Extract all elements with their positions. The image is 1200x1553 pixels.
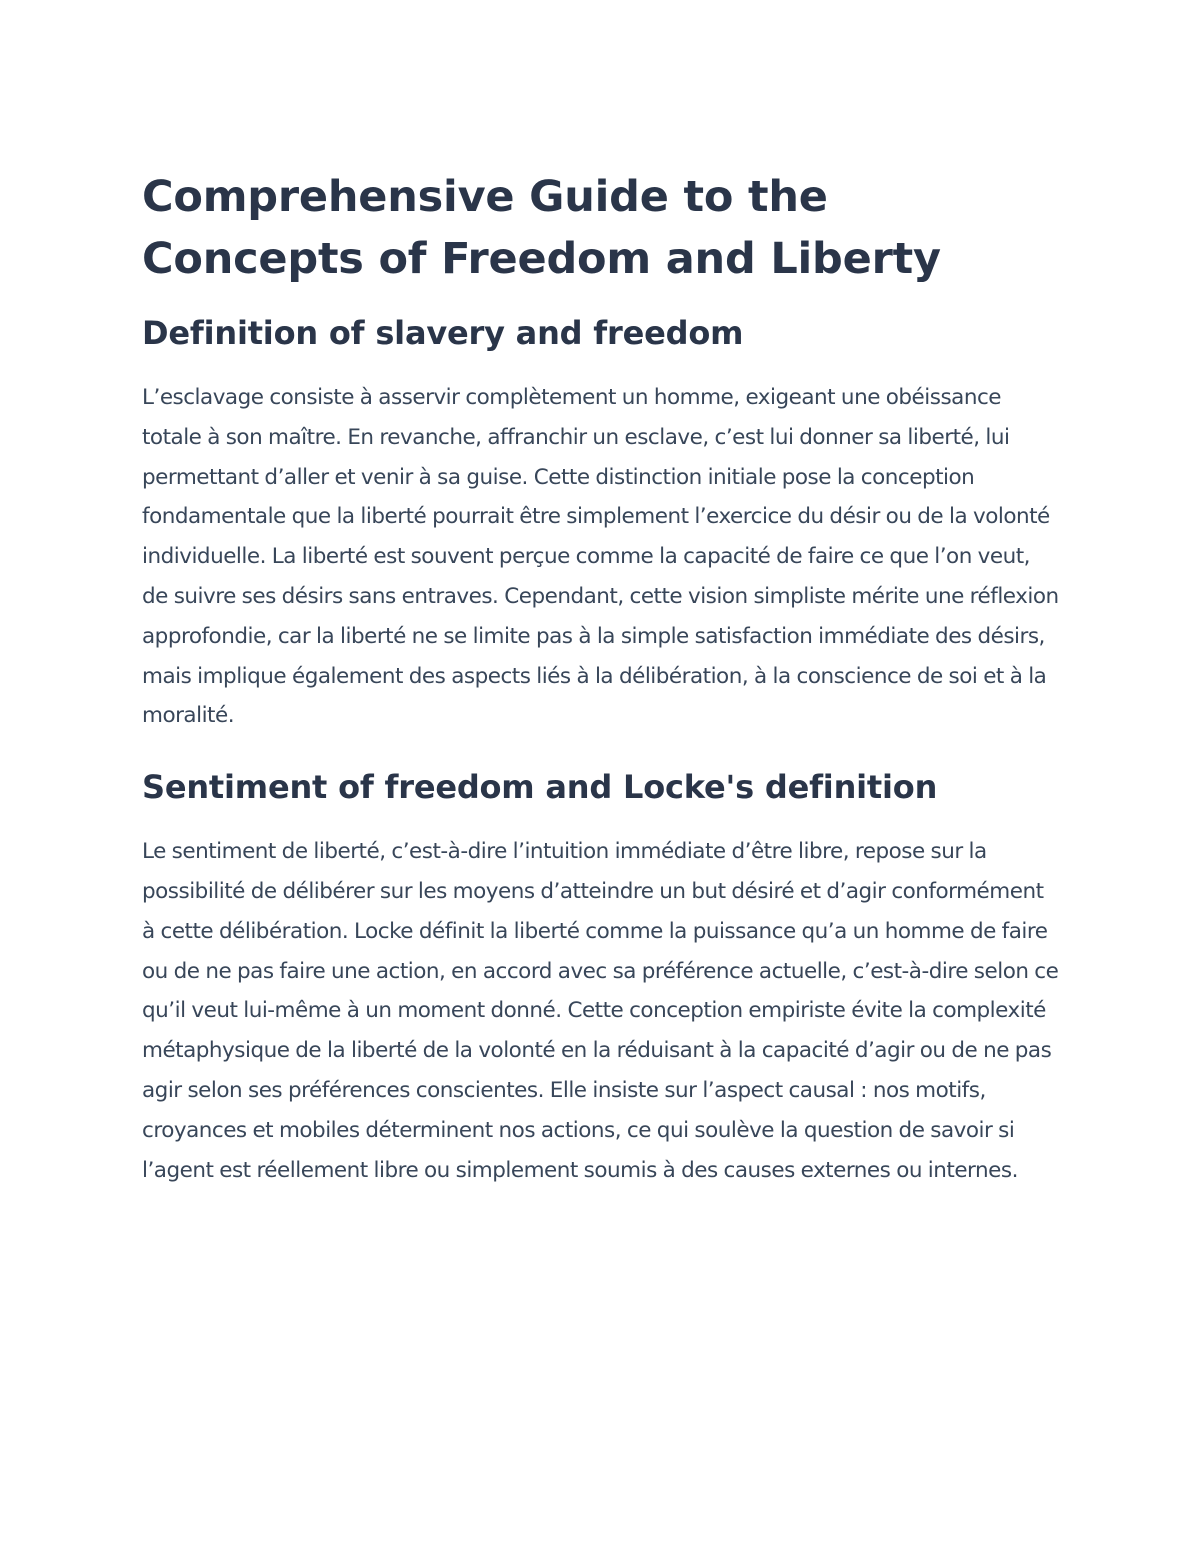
section-heading-locke-definition: Sentiment of freedom and Locke's definition bbox=[142, 768, 938, 807]
section-body-locke-definition: Le sentiment de liberté, c’est-à-dire l’intuition immédiate d’être libre, repose sur la possibilité de délibérer sur les moyens d’atteindre un but désiré et d’agir conformément à cette délibération. Locke définit la liberté comme la puissance qu’a un homme de faire ou de ne pas faire une action, en accord avec sa préférence actuelle, c’est-à-dire selon ce qu’il veut lui-même à un moment donné. Cette conception empiriste évite la complexité métaphysique de la liberté de la volonté en la réduisant à la capacité d’agir ou de ne pas agir selon ses préférences conscientes. Elle insiste sur l’aspect causal : nos motifs, croyances et mobiles déterminent nos actions, ce qui soulève la question de savoir si l’agent est réellement libre ou simplement soumis à des causes externes ou internes. bbox=[142, 839, 1059, 1183]
section-heading-slavery-freedom: Definition of slavery and freedom bbox=[142, 314, 744, 352]
document-title: Comprehensive Guide to the Concepts of Freedom and Liberty bbox=[142, 172, 941, 284]
document-page bbox=[142, 166, 1060, 1190]
section-body-slavery-freedom: L’esclavage consiste à asservir complètement un homme, exigeant une obéissance totale à son maître. En revanche, affranchir un esclave, c’est lui donner sa liberté, lui permettant d’aller et venir à sa guise. Cette distinction initiale pose la conception fondamentale que la liberté pourrait être simplement l’exercice du désir ou de la volonté individuelle. La liberté est souvent perçue comme la capacité de faire ce que l’on veut, de suivre ses désirs sans entraves. Cependant, cette vision simpliste mérite une réflexion approfondie, car la liberté ne se limite pas à la simple satisfaction immédiate des désirs, mais implique également des aspects liés à la délibération, à la conscience de soi et à la moralité. bbox=[142, 385, 1059, 729]
